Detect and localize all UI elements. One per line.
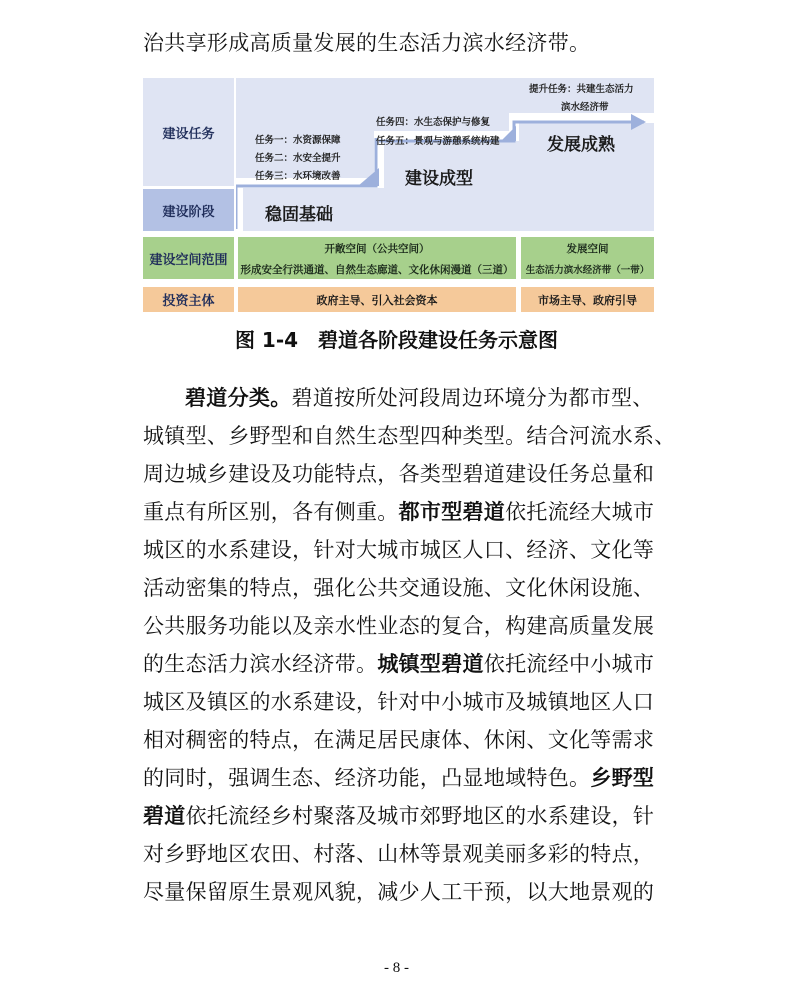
para-line-10: 相对稠密的特点，在满足居民康体、休闲、文化等需求 <box>143 728 655 752</box>
para-line-1 <box>185 384 663 412</box>
para-text-4-end: 依托流经大城市 <box>505 500 655 524</box>
dev-space-cell <box>521 237 654 279</box>
top-line: 治共享形成高质量发展的生态活力滨水经济带。 <box>143 31 591 55</box>
open-space-cell <box>238 237 516 279</box>
stage1-label: 稳固基础 <box>265 205 333 225</box>
para-line-7: 公共服务功能以及亲水性业态的复合，构建高质量发展 <box>143 614 655 638</box>
para-line-5: 城区的水系建设，针对大城市城区人口、经济、文化等 <box>143 538 655 562</box>
stage2-task-1: 任务四：水生态保护与修复 <box>376 117 491 128</box>
para-line-4 <box>143 498 663 526</box>
open-space-title: 开敞空间（公共空间） <box>324 243 430 255</box>
dev-space-detail: 生态活力滨水经济带（一带） <box>525 265 650 276</box>
page-number: - 8 - <box>384 960 409 976</box>
para-text-8-end: 依托流经中小城市 <box>483 652 655 676</box>
para-text-12: 依托流经乡村聚落及城市郊野地区的水系建设，针 <box>185 804 655 828</box>
bold-term-rural-2: 碧道 <box>143 804 186 828</box>
bold-term-town: 城镇型碧道 <box>377 652 484 676</box>
bold-term-rural-1: 乡野型 <box>590 766 655 790</box>
para-line-8 <box>143 650 663 678</box>
bold-term-classification: 碧道分类。 <box>185 386 292 410</box>
stage3-label: 发展成熟 <box>547 135 615 155</box>
open-space-detail: 形成安全行洪通道、自然生态廊道、文化休闲漫道（三道） <box>240 264 514 276</box>
stage3-task-1: 提升任务：共建生态活力 <box>529 84 634 95</box>
para-line-14: 尽量保留原生景观风貌，减少人工干预，以大地景观的 <box>143 880 655 904</box>
construction-stage-diagram <box>143 78 654 312</box>
dev-space-title: 发展空间 <box>566 243 609 255</box>
para-line-2: 城镇型、乡野型和自然生态型四种类型。结合河流水系、 <box>143 424 676 448</box>
para-line-6: 活动密集的特点，强化公共交通设施、文化休闲设施、 <box>143 576 655 600</box>
stage2-label: 建设成型 <box>405 169 473 189</box>
row-header-tasks: 建设任务 <box>143 78 234 186</box>
para-line-3: 周边城乡建设及功能特点，各类型碧道建设任务总量和 <box>143 462 655 486</box>
para-text-8: 的生态活力滨水经济带。 <box>143 652 378 676</box>
row-header-stage: 建设阶段 <box>143 189 234 231</box>
figure-caption: 图 1-4 碧道各阶段建设任务示意图 <box>234 328 559 352</box>
stage3-task-2: 滨水经济带 <box>561 102 609 113</box>
stage1-task-1: 任务一：水资源保障 <box>255 135 341 146</box>
para-text-1: 碧道按所处河段周边环境分为都市型、 <box>291 386 654 410</box>
para-text-4: 重点有所区别，各有侧重。 <box>143 500 399 524</box>
para-line-13: 对乡野地区农田、村落、山林等景观美丽多彩的特点， <box>143 842 655 866</box>
para-line-9: 城区及镇区的水系建设，针对中小城市及城镇地区人口 <box>143 690 655 714</box>
bold-term-urban: 都市型碧道 <box>398 500 506 524</box>
stage1-task-3: 任务三：水环境改善 <box>255 171 341 182</box>
stage2-task-2: 任务五：景观与游憩系统构建 <box>376 136 500 147</box>
investor-left: 政府主导、引入社会资本 <box>238 287 516 312</box>
para-text-11: 的同时，强调生态、经济功能，凸显地域特色。 <box>143 766 591 790</box>
para-line-12 <box>143 802 663 830</box>
investor-right: 市场主导、政府引导 <box>521 287 654 312</box>
stage1-task-2: 任务二：水安全提升 <box>255 153 341 164</box>
para-line-11 <box>143 764 663 792</box>
row-header-space: 建设空间范围 <box>143 237 234 279</box>
row-header-investor: 投资主体 <box>143 287 234 312</box>
